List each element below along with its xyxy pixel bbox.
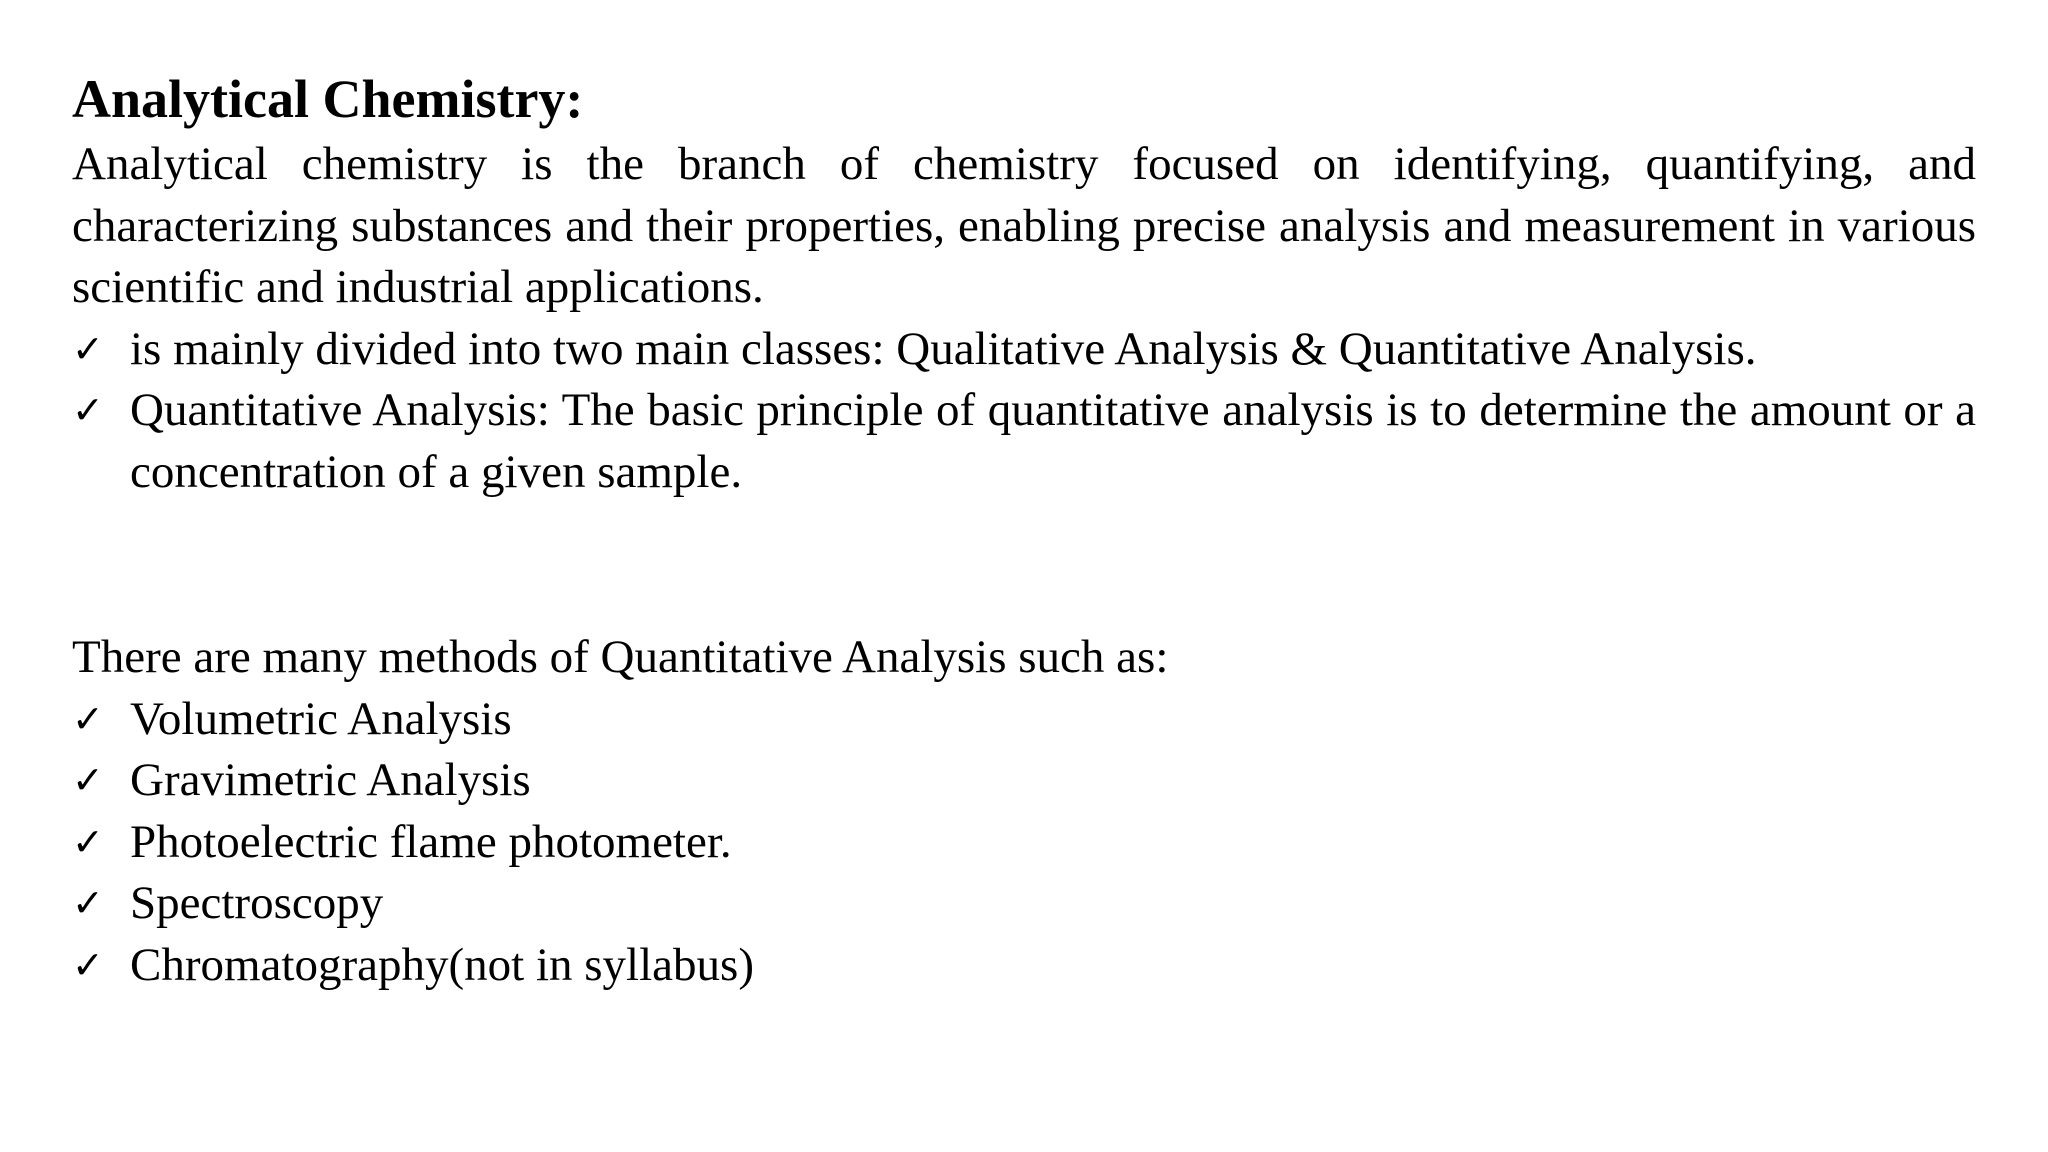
list-item xyxy=(72,935,1976,997)
method-text: Volumetric Analysis xyxy=(130,692,512,745)
classes-checklist xyxy=(72,319,1976,504)
method-text: Chromatography(not in syllabus) xyxy=(130,938,754,991)
slide-content xyxy=(72,64,1976,996)
bullet-text: Quantitative Analysis: The basic principle of quantitative analysis is to determine the amount or a concentration of a given sample. xyxy=(130,384,1976,498)
checkmark-icon: ✓ xyxy=(72,819,104,864)
list-item xyxy=(72,689,1976,751)
list-item xyxy=(72,380,1976,503)
list-item xyxy=(72,750,1976,812)
checkmark-icon: ✓ xyxy=(72,881,104,925)
checkmark-icon: ✓ xyxy=(72,942,104,987)
checkmark-icon: ✓ xyxy=(72,388,104,432)
method-text: Gravimetric Analysis xyxy=(130,754,531,806)
list-item xyxy=(72,812,1976,874)
list-item xyxy=(72,319,1976,381)
slide-title: Analytical Chemistry: xyxy=(72,69,584,129)
method-text: Photoelectric flame photometer. xyxy=(130,815,732,868)
methods-heading: There are many methods of Quantitative Analysis such as: xyxy=(72,631,1169,683)
spacer xyxy=(72,503,1976,627)
checkmark-icon: ✓ xyxy=(72,758,104,802)
bullet-text: is mainly divided into two main classes: Qualitative Analysis & Quantitative Analysis. xyxy=(130,322,1757,375)
checkmark-icon: ✓ xyxy=(72,696,104,741)
list-item xyxy=(72,873,1976,935)
methods-checklist xyxy=(72,689,1976,997)
checkmark-icon: ✓ xyxy=(72,326,104,371)
intro-paragraph: Analytical chemistry is the branch of chemistry focused on identifying, quantifying, and characterizing substances and their properties, enabling precise analysis and measurement in various scientific and industrial applications. xyxy=(72,138,1976,313)
method-text: Spectroscopy xyxy=(130,877,384,929)
